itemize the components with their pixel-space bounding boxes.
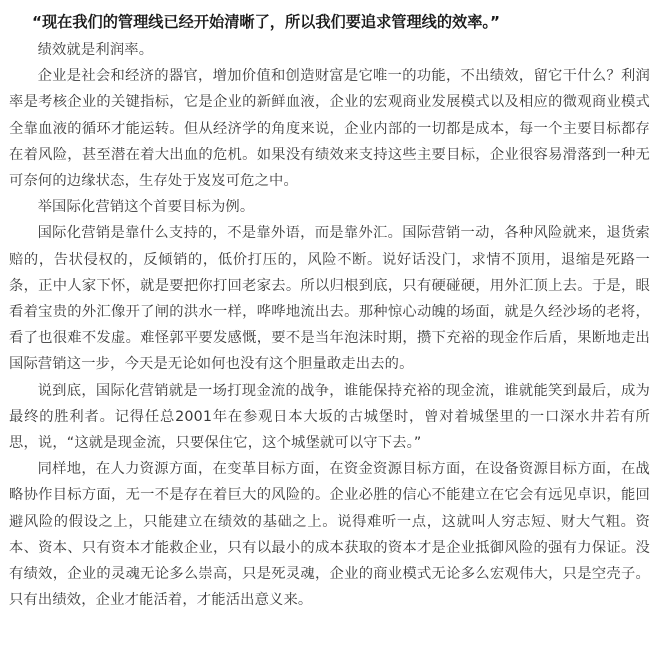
paragraph-risk-and-performance: 同样地，在人力资源方面，在变革目标方面，在资金资源目标方面，在设备资源目标方面，在战略协作目标方面，无一不是存在着巨大的风险的。企业必胜的信心不能建立在它会有远见卓识，能回避风险的假设之上，只能建立在绩效的基础之上。说得难听一点，这就叫人穷志短、财大气粗。资本、资本、只有资本才能救企业，只有以最小的成本获取的资本才是企业抵御风险的强有力保证。没有绩效，企业的灵魂无论多么崇高，只是死灵魂，企业的商业模式无论多么宏观伟大，只是空壳子。只有出绩效，企业才能活着，才能活出意义来。: [9, 461, 650, 609]
article-quote-heading: “现在我们的管理线已经开始清晰了，所以我们要追求管理线的效率。”: [32, 13, 500, 31]
paragraph-international-marketing: 国际化营销是靠什么支持的，不是靠外语，而是靠外汇。国际营销一动，各种风险就来，退货索赔的，告状侵权的，反倾销的，低价打压的，风险不断。说好话没门，求情不顶用，退缩是死路一条，正中人家下怀，就是要把你打回老家去。所以归根到底，只有硬碰硬，用外汇顶上去。于是，眼看着宝贵的外汇像开了闸的洪水一样，哗哗地流出去。那种惊心动魄的场面，就是久经沙场的老将，看了也很难不发虚。难怪郭平要发感慨，要不是当年泡沫时期，攒下充裕的现金作后盾，果断地走出国际营销这一步，今天是无论如何也没有这个胆量敢走出去的。: [9, 225, 650, 373]
paragraph-international-example: 举国际化营销这个首要目标为例。: [37, 199, 255, 216]
paragraph-cash-flow-war: 说到底，国际化营销就是一场打现金流的战争，谁能保持充裕的现金流，谁就能笑到最后，成为最终的胜利者。记得任总2001年在参观日本大坂的古城堡时，曾对着城堡里的一口深水井若有所思，说，“这就是现金流，只要保住它，这个城堡就可以守下去。”: [9, 382, 650, 452]
paragraph-performance-is-profit: 绩效就是利润率。: [37, 42, 154, 58]
paragraph-enterprise-value: 企业是社会和经济的器官，增加价值和创造财富是它唯一的功能，不出绩效，留它干什么？利润率是考核企业的关键指标，它是企业的新鲜血液，企业的宏观商业发展模式以及相应的微观商业模式全靠血液的循环才能运转。但从经济学的角度来说，企业内部的一切都是成本，每一个主要目标都存在着风险，甚至潜在着大出血的危机。如果没有绩效来支持这些主要目标，企业很容易滑落到一种无可奈何的边缘状态，生存处于岌岌可危之中。: [9, 68, 650, 190]
